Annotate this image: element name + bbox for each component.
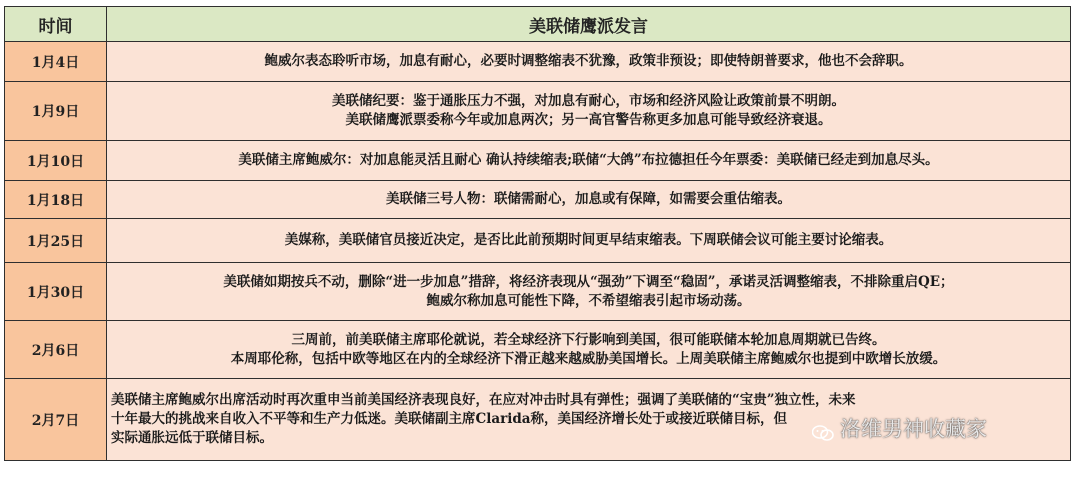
table-row [5, 141, 1071, 181]
content-line: 本周耶伦称，包括中欧等地区在内的全球经济下滑正越来越威胁美国增长。上周美联储主席鲍威尔也提到中欧增长放缓。 [230, 350, 947, 367]
row-date: 1月25日 [5, 219, 107, 263]
watermark [812, 413, 987, 443]
row-content [107, 42, 1071, 82]
table-row [5, 42, 1071, 82]
content-line: 鲍威尔称加息可能性下降，不希望缩表引起市场动荡。 [426, 292, 751, 309]
row-date: 1月4日 [5, 42, 107, 82]
row-content [107, 141, 1071, 181]
content-line: 美媒称，美联储官员接近决定，是否比此前预期时间更早结束缩表。下周联储会议可能主要讨论缩表。 [284, 232, 893, 248]
table-row [5, 219, 1071, 263]
row-date: 2月6日 [5, 321, 107, 379]
wechat-icon [812, 422, 834, 438]
row-content [107, 82, 1071, 141]
table-row [5, 82, 1071, 141]
row-content [107, 181, 1071, 219]
table-row [5, 321, 1071, 379]
content-line: 十年最大的挑战来自收入不平等和生产力低迷。美联储副主席Clarida称，美国经济增长处于或接近联储目标，但 [111, 411, 788, 427]
row-content [107, 321, 1071, 379]
watermark-text: 洛维男神收藏家 [840, 417, 987, 441]
row-date: 2月7日 [5, 379, 107, 461]
row-date: 1月18日 [5, 181, 107, 219]
row-content [107, 219, 1071, 263]
header-row [5, 7, 1071, 42]
row-date: 1月9日 [5, 82, 107, 141]
content-line: 美联储三号人物：联储需耐心，加息或有保障，如需要会重估缩表。 [386, 191, 791, 207]
table-row [5, 181, 1071, 219]
fed-hawkish-table [4, 6, 1071, 461]
content-line: 美联储主席鲍威尔：对加息能灵活且耐心 确认持续缩表;联储“大鸽”布拉德担任今年票委：美联储已经走到加息尽头。 [238, 152, 939, 168]
row-date: 1月10日 [5, 141, 107, 181]
content-line: 美联储纪要：鉴于通胀压力不强，对加息有耐心，市场和经济风险让政策前景不明朗。 [332, 93, 845, 109]
content-line: 美联储鹰派票委称今年或加息两次；另一高官警告称更多加息可能导致经济衰退。 [345, 112, 832, 128]
content-line: 美联储如期按兵不动，删除“进一步加息”措辞，将经济表现从“强劲”下调至“稳固”，承诺灵活调整缩表，不排除重启QE； [223, 273, 954, 290]
header-content: 美联储鹰派发言 [107, 7, 1071, 42]
content-line: 三周前，前美联储主席耶伦就说，若全球经济下行影响到美国，很可能联储本轮加息周期就已告终。 [291, 331, 886, 348]
table-row [5, 263, 1071, 321]
right-edge [1072, 0, 1080, 480]
content-line: 美联储主席鲍威尔出席活动时再次重申当前美国经济表现良好，在应对冲击时具有弹性；强调了美联储的“宝贵”独立性，未来 [111, 392, 856, 408]
row-content [107, 263, 1071, 321]
content-line: 鲍威尔表态聆听市场，加息有耐心，必要时调整缩表不犹豫，政策非预设；即使特朗普要求，他也不会辞职。 [264, 53, 913, 69]
header-date: 时间 [5, 7, 107, 42]
row-date: 1月30日 [5, 263, 107, 321]
content-line: 实际通胀远低于联储目标。 [111, 430, 273, 446]
